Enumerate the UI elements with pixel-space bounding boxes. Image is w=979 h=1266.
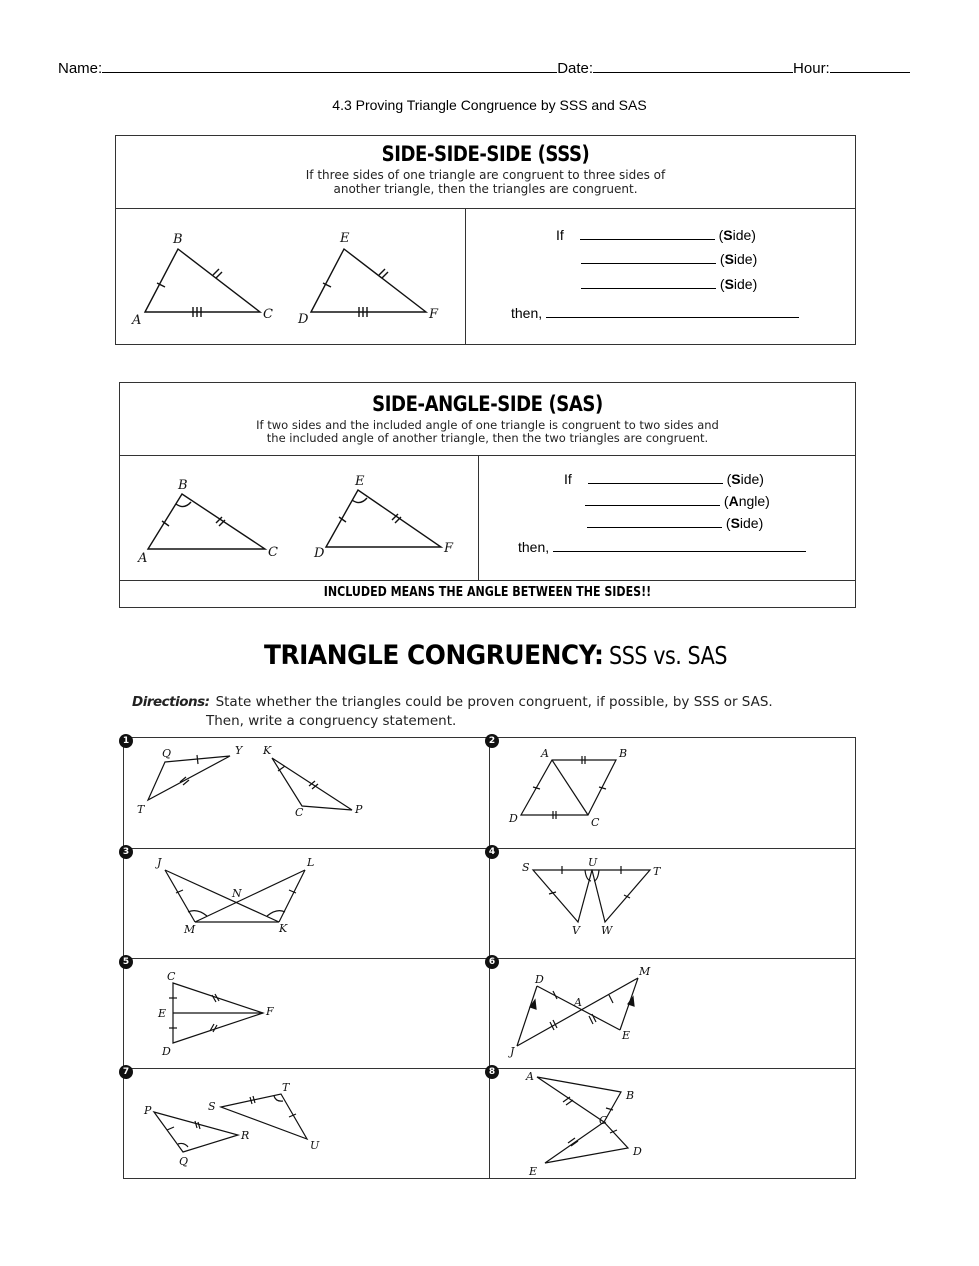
- problem-number-7: 7: [119, 1065, 133, 1079]
- p5-label-f: F: [266, 1005, 274, 1018]
- hour-label: Hour:: [793, 60, 830, 77]
- problem-number-3: 3: [119, 845, 133, 859]
- sas-then-label: then,: [518, 539, 550, 555]
- p4-label-w: W: [601, 924, 613, 937]
- sas-label-a: A: [138, 551, 148, 566]
- sss-label-b: B: [173, 232, 183, 247]
- p3-label-k: K: [279, 922, 288, 935]
- problem-7-diagram: [154, 1094, 307, 1152]
- sss-if-label: If: [556, 227, 564, 243]
- sss-label-c: C: [263, 307, 273, 322]
- p1-label-y: Y: [235, 744, 243, 757]
- problem-8-diagram: [537, 1077, 628, 1163]
- p7-label-q: Q: [179, 1155, 189, 1168]
- p4-label-v: V: [572, 924, 580, 937]
- p6-label-m: M: [639, 965, 651, 978]
- problem-4-diagram: [533, 866, 650, 922]
- problem-2-diagram: [521, 756, 616, 819]
- p1-label-k: K: [263, 744, 272, 757]
- page-title: 4.3 Proving Triangle Congruence by SSS and SAS: [332, 97, 647, 113]
- name-label: Name:: [58, 60, 103, 77]
- sss-label-f: F: [429, 307, 439, 322]
- problem-number-4: 4: [485, 845, 499, 859]
- sas-if-label: If: [564, 471, 572, 487]
- sss-label-e: E: [340, 231, 350, 246]
- sss-triangle-abc: [145, 249, 260, 317]
- p1-label-q: Q: [162, 747, 172, 760]
- sas-label-c: C: [268, 545, 278, 560]
- p3-label-m: M: [184, 923, 196, 936]
- p7-label-p: P: [144, 1104, 152, 1117]
- sas-title: SIDE-ANGLE-SIDE (SAS): [372, 392, 603, 416]
- sas-note: INCLUDED MEANS THE ANGLE BETWEEN THE SIDES!!: [323, 585, 652, 600]
- sas-label-b: B: [178, 478, 188, 493]
- p7-label-r: R: [241, 1129, 250, 1142]
- p2-label-b: B: [619, 747, 628, 760]
- sas-side-label-2: (Side): [725, 515, 764, 531]
- p6-label-j: J: [510, 1045, 515, 1058]
- sas-label-d: D: [314, 546, 325, 561]
- p6-label-e: E: [622, 1029, 631, 1042]
- sss-side-label-1: (Side): [718, 227, 756, 243]
- p4-label-t: T: [653, 865, 661, 878]
- p1-label-p: P: [355, 803, 363, 816]
- sas-triangle-def: [326, 490, 441, 547]
- problem-1-diagram: [148, 755, 352, 810]
- p4-label-u: U: [588, 856, 598, 869]
- p4-label-s: S: [522, 861, 530, 874]
- p2-label-d: D: [509, 812, 518, 825]
- section-title-sub: SSS vs. SAS: [609, 641, 728, 670]
- p6-label-a: A: [574, 996, 582, 1009]
- p6-label-d: D: [535, 973, 544, 986]
- p7-label-t: T: [282, 1081, 290, 1094]
- p8-label-a: A: [526, 1070, 534, 1083]
- sss-title: SIDE-SIDE-SIDE (SSS): [381, 142, 590, 166]
- sas-angle-label: (Angle): [723, 493, 770, 509]
- sss-desc-line1: If three sides of one triangle are congruent to three sides of: [305, 168, 666, 182]
- p3-label-j: J: [157, 856, 162, 869]
- p7-label-u: U: [310, 1139, 320, 1152]
- p8-label-c: C: [599, 1114, 608, 1127]
- problem-number-5: 5: [119, 955, 133, 969]
- sas-label-e: E: [355, 474, 365, 489]
- p3-label-l: L: [307, 856, 315, 869]
- p7-label-s: S: [208, 1100, 216, 1113]
- sas-desc-line2: the included angle of another triangle, then the two triangles are congruent.: [266, 431, 709, 445]
- problem-number-8: 8: [485, 1065, 499, 1079]
- p8-label-b: B: [626, 1089, 635, 1102]
- p8-label-d: D: [633, 1145, 642, 1158]
- problem-5-diagram: [169, 983, 263, 1043]
- sas-side-label-1: (Side): [726, 471, 764, 487]
- problem-6-diagram: [517, 978, 638, 1046]
- sas-triangle-abc: [148, 494, 265, 549]
- p2-label-c: C: [591, 816, 600, 829]
- p5-label-e: E: [158, 1007, 167, 1020]
- p2-label-a: A: [541, 747, 549, 760]
- p5-label-d: D: [162, 1045, 171, 1058]
- sss-label-a: A: [132, 313, 142, 328]
- p1-label-t: T: [137, 803, 145, 816]
- p5-label-c: C: [167, 970, 176, 983]
- sas-label-f: F: [444, 541, 454, 556]
- problem-number-2: 2: [485, 734, 499, 748]
- sss-label-d: D: [298, 312, 309, 327]
- p1-label-c: C: [295, 806, 304, 819]
- directions-line2: Then, write a congruency statement.: [206, 713, 457, 729]
- sss-side-label-3: (Side): [719, 276, 758, 292]
- section-title-main: TRIANGLE CONGRUENCY:: [264, 640, 604, 671]
- sss-then-label: then,: [511, 305, 543, 321]
- directions-line1: State whether the triangles could be proven congruent, if possible, by SSS or SAS.: [215, 694, 773, 710]
- p8-label-e: E: [529, 1165, 538, 1178]
- date-label: Date:: [557, 60, 594, 77]
- problem-number-1: 1: [119, 734, 133, 748]
- sss-side-label-2: (Side): [719, 251, 758, 267]
- problem-number-6: 6: [485, 955, 499, 969]
- sas-desc-line1: If two sides and the included angle of one triangle is congruent to two sides and: [256, 418, 719, 432]
- p3-label-n: N: [232, 887, 242, 900]
- sss-triangle-def: [311, 249, 426, 317]
- directions-head: Directions:: [132, 694, 210, 710]
- sss-desc-line2: another triangle, then the triangles are congruent.: [333, 182, 638, 196]
